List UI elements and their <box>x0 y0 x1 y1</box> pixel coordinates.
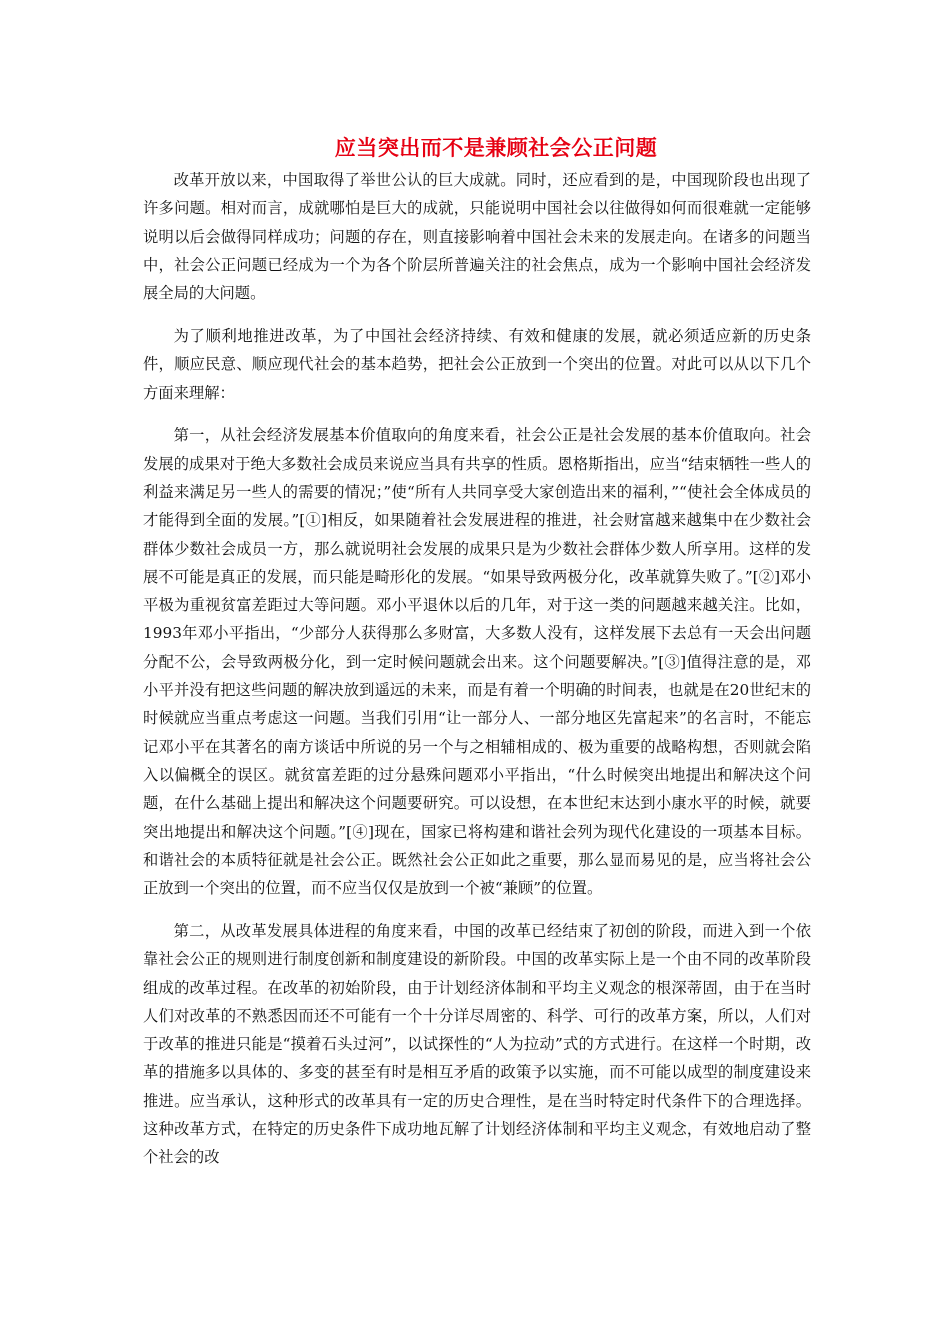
document-body <box>143 166 811 1186</box>
paragraph-3: 第一，从社会经济发展基本价值取向的角度来看，社会公正是社会发展的基本价值取向。社会发展的成果对于绝大多数社会成员来说应当具有共享的性质。恩格斯指出，应当“结束牺牲一些人的利益来满足另一些人的需要的情况；”使“所有人共同享受大家创造出来的福利，”“使社会全体成员的才能得到全面的发展。”[①]相反，如果随着社会发展进程的推进，社会财富越来越集中在少数社会群体少数社会成员一方，那么就说明社会发展的成果只是为少数社会群体少数人所享用。这样的发展不可能是真正的发展，而只能是畸形化的发展。“如果导致两极分化，改革就算失败了。”[②]邓小平极为重视贫富差距过大等问题。邓小平退休以后的几年，对于这一类的问题越来越关注。比如，1993年邓小平指出，“少部分人获得那么多财富，大多数人没有，这样发展下去总有一天会出问题分配不公，会导致两极分化，到一定时候问题就会出来。这个问题要解决。”[③]值得注意的是，邓小平并没有把这些问题的解决放到遥远的未来，而是有着一个明确的时间表，也就是在20世纪末的时候就应当重点考虑这一问题。当我们引用“让一部分人、一部分地区先富起来”的名言时，不能忘记邓小平在其著名的南方谈话中所说的另一个与之相辅相成的、极为重要的战略构想，否则就会陷入以偏概全的误区。就贫富差距的过分悬殊问题邓小平指出，“什么时候突出地提出和解决这个问题，在什么基础上提出和解决这个问题要研究。可以设想，在本世纪末达到小康水平的时候，就要突出地提出和解决这个问题。”[④]现在，国家已将构建和谐社会列为现代化建设的一项基本目标。和谐社会的本质特征就是社会公正。既然社会公正如此之重要，那么显而易见的是，应当将社会公正放到一个突出的位置，而不应当仅仅是放到一个被“兼顾”的位置。 <box>143 426 811 898</box>
paragraph-4: 第二，从改革发展具体进程的角度来看，中国的改革已经结束了初创的阶段，而进入到一个依靠社会公正的规则进行制度创新和制度建设的新阶段。中国的改革实际上是一个由不同的改革阶段组成的改革过程。在改革的初始阶段，由于计划经济体制和平均主义观念的根深蒂固，由于在当时人们对改革的不熟悉因而还不可能有一个十分详尽周密的、科学、可行的改革方案，所以，人们对于改革的推进只能是“摸着石头过河”，以试探性的“人为拉动”式的方式进行。在这样一个时期，改革的措施多以具体的、多变的甚至有时是相互矛盾的政策予以实施，而不可能以成型的制度建设来推进。应当承认，这种形式的改革具有一定的历史合理性，是在当时特定时代条件下的合理选择。这种改革方式，在特定的历史条件下成功地瓦解了计划经济体制和平均主义观念，有效地启动了整个社会的改 <box>143 921 811 1167</box>
document-title: 应当突出而不是兼顾社会公正问题 <box>334 135 658 160</box>
paragraph-2: 为了顺利地推进改革，为了中国社会经济持续、有效和健康的发展，就必须适应新的历史条件，顺应民意、顺应现代社会的基本趋势，把社会公正放到一个突出的位置。对此可以从以下几个方面来理解： <box>143 326 811 402</box>
paragraph-1: 改革开放以来，中国取得了举世公认的巨大成就。同时，还应看到的是，中国现阶段也出现了许多问题。相对而言，成就哪怕是巨大的成就，只能说明中国社会以往做得如何而很难就一定能够说明以后会做得同样成功；问题的存在，则直接影响着中国社会未来的发展走向。在诸多的问题当中，社会公正问题已经成为一个为各个阶层所普遍关注的社会焦点，成为一个影响中国社会经济发展全局的大问题。 <box>143 171 811 303</box>
